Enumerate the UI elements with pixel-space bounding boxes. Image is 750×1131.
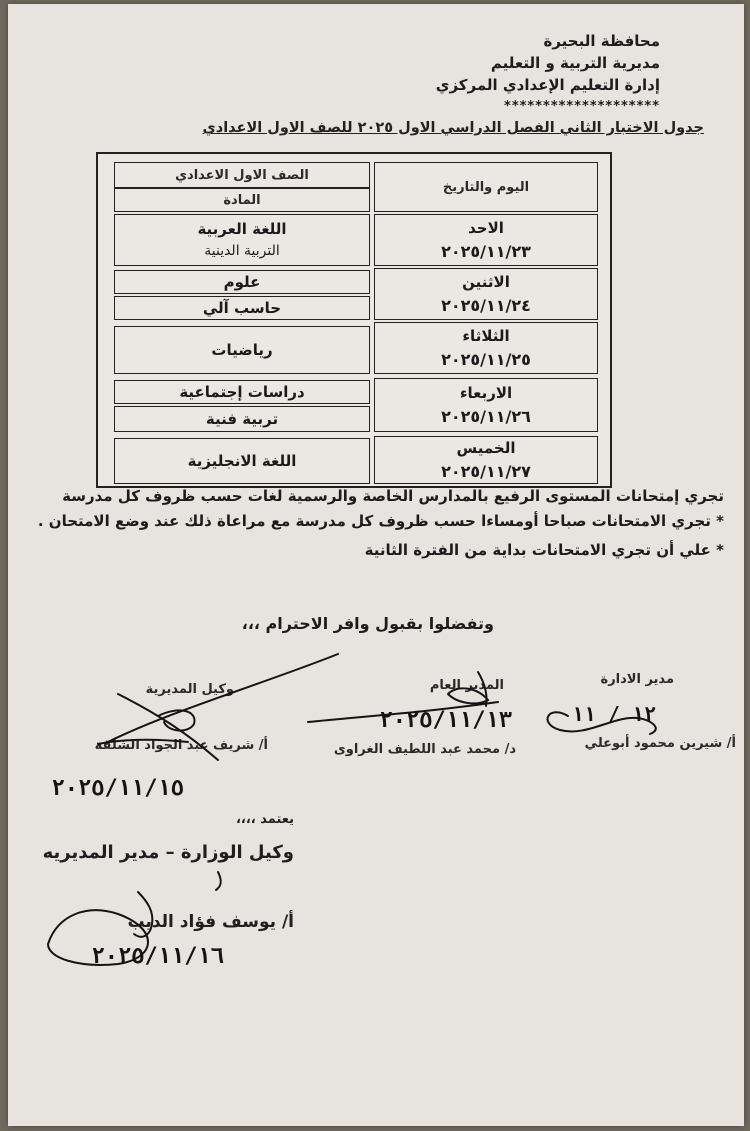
handwritten-date: ٢٠٢٥/١١/١٣ [379, 708, 512, 733]
signature-role: مدير الادارة [600, 672, 674, 687]
subject-name: تربية فنية [114, 406, 370, 432]
note-line: تجري إمتحانات المستوى الرفيع بالمدارس الخاصة والرسمية لغات حسب ظروف كل مدرسة [62, 487, 724, 505]
handwritten-date: ٢٠٢٥/١١/١٦ [91, 944, 224, 969]
note-line: * علي أن تجري الامتحانات بداية من الفترة الثانية [364, 541, 724, 559]
signature-role: وكيل المديرية [145, 682, 234, 697]
subject-name: حاسب آلي [114, 296, 370, 320]
approval-name: أ/ يوسف فؤاد الديب [127, 912, 294, 932]
subject-name: اللغة العربية [197, 220, 287, 238]
exam-date: ٢٠٢٥/١١/٢٧ [441, 462, 531, 481]
day-name: الخميس [456, 439, 516, 457]
signature-name: د/ محمد عبد اللطيف الغراوى [333, 742, 516, 757]
approval-label: يعتمد ،،،، [235, 812, 294, 827]
signature-scribbles-icon [8, 4, 744, 1126]
note-line: * تجري الامتحانات صباحا أومساءا حسب ظروف كل مدرسة مع مراعاة ذلك عند وضع الامتحان . [37, 512, 724, 530]
separator-stars: ******************** [504, 99, 660, 114]
subject-name: علوم [114, 270, 370, 294]
day-date-header: اليوم والتاريخ [374, 162, 598, 212]
subject-name: التربية الدينية [204, 243, 280, 259]
subject-name: اللغة الانجليزية [114, 438, 370, 484]
grade-header: الصف الاول الاعدادي [114, 162, 370, 188]
document-page [8, 4, 744, 1126]
subject-name: دراسات إجتماعية [114, 380, 370, 404]
handwritten-date: ١٢ / ١١ [571, 702, 656, 726]
day-name: الثلاثاء [462, 327, 510, 345]
subject-header: المادة [114, 188, 370, 212]
exam-date: ٢٠٢٥/١١/٢٤ [441, 296, 531, 315]
handwritten-date: ٢٠٢٥/١١/١٥ [51, 776, 184, 801]
governorate-line: محافظة البحيرة [543, 32, 660, 50]
subject-name: رياضيات [114, 326, 370, 374]
day-name: الاربعاء [459, 384, 513, 402]
exam-date: ٢٠٢٥/١١/٢٣ [441, 242, 531, 261]
signature-name: أ/ شيرين محمود أبوعلي [584, 736, 736, 751]
directorate-line: مديرية التربية و التعليم [490, 54, 660, 72]
administration-line: إدارة التعليم الإعدادي المركزي [435, 76, 660, 94]
exam-date: ٢٠٢٥/١١/٢٥ [441, 350, 531, 369]
day-name: الاحد [468, 219, 504, 237]
approval-title: وكيل الوزارة – مدير المديريه [42, 842, 294, 863]
exam-date: ٢٠٢٥/١١/٢٦ [441, 407, 531, 426]
schedule-title: جدول الاختبار الثاني الفصل الدراسي الاول ٢٠٢٥ للصف الاول الاعدادي [202, 120, 704, 136]
signature-role: المدير العام [429, 678, 504, 693]
day-name: الاثنين [462, 273, 510, 291]
closing-line: وتفضلوا بقبول وافر الاحترام ،،، [241, 614, 494, 633]
signature-name: أ/ شريف عبد الجواد الشلقة [94, 738, 268, 753]
